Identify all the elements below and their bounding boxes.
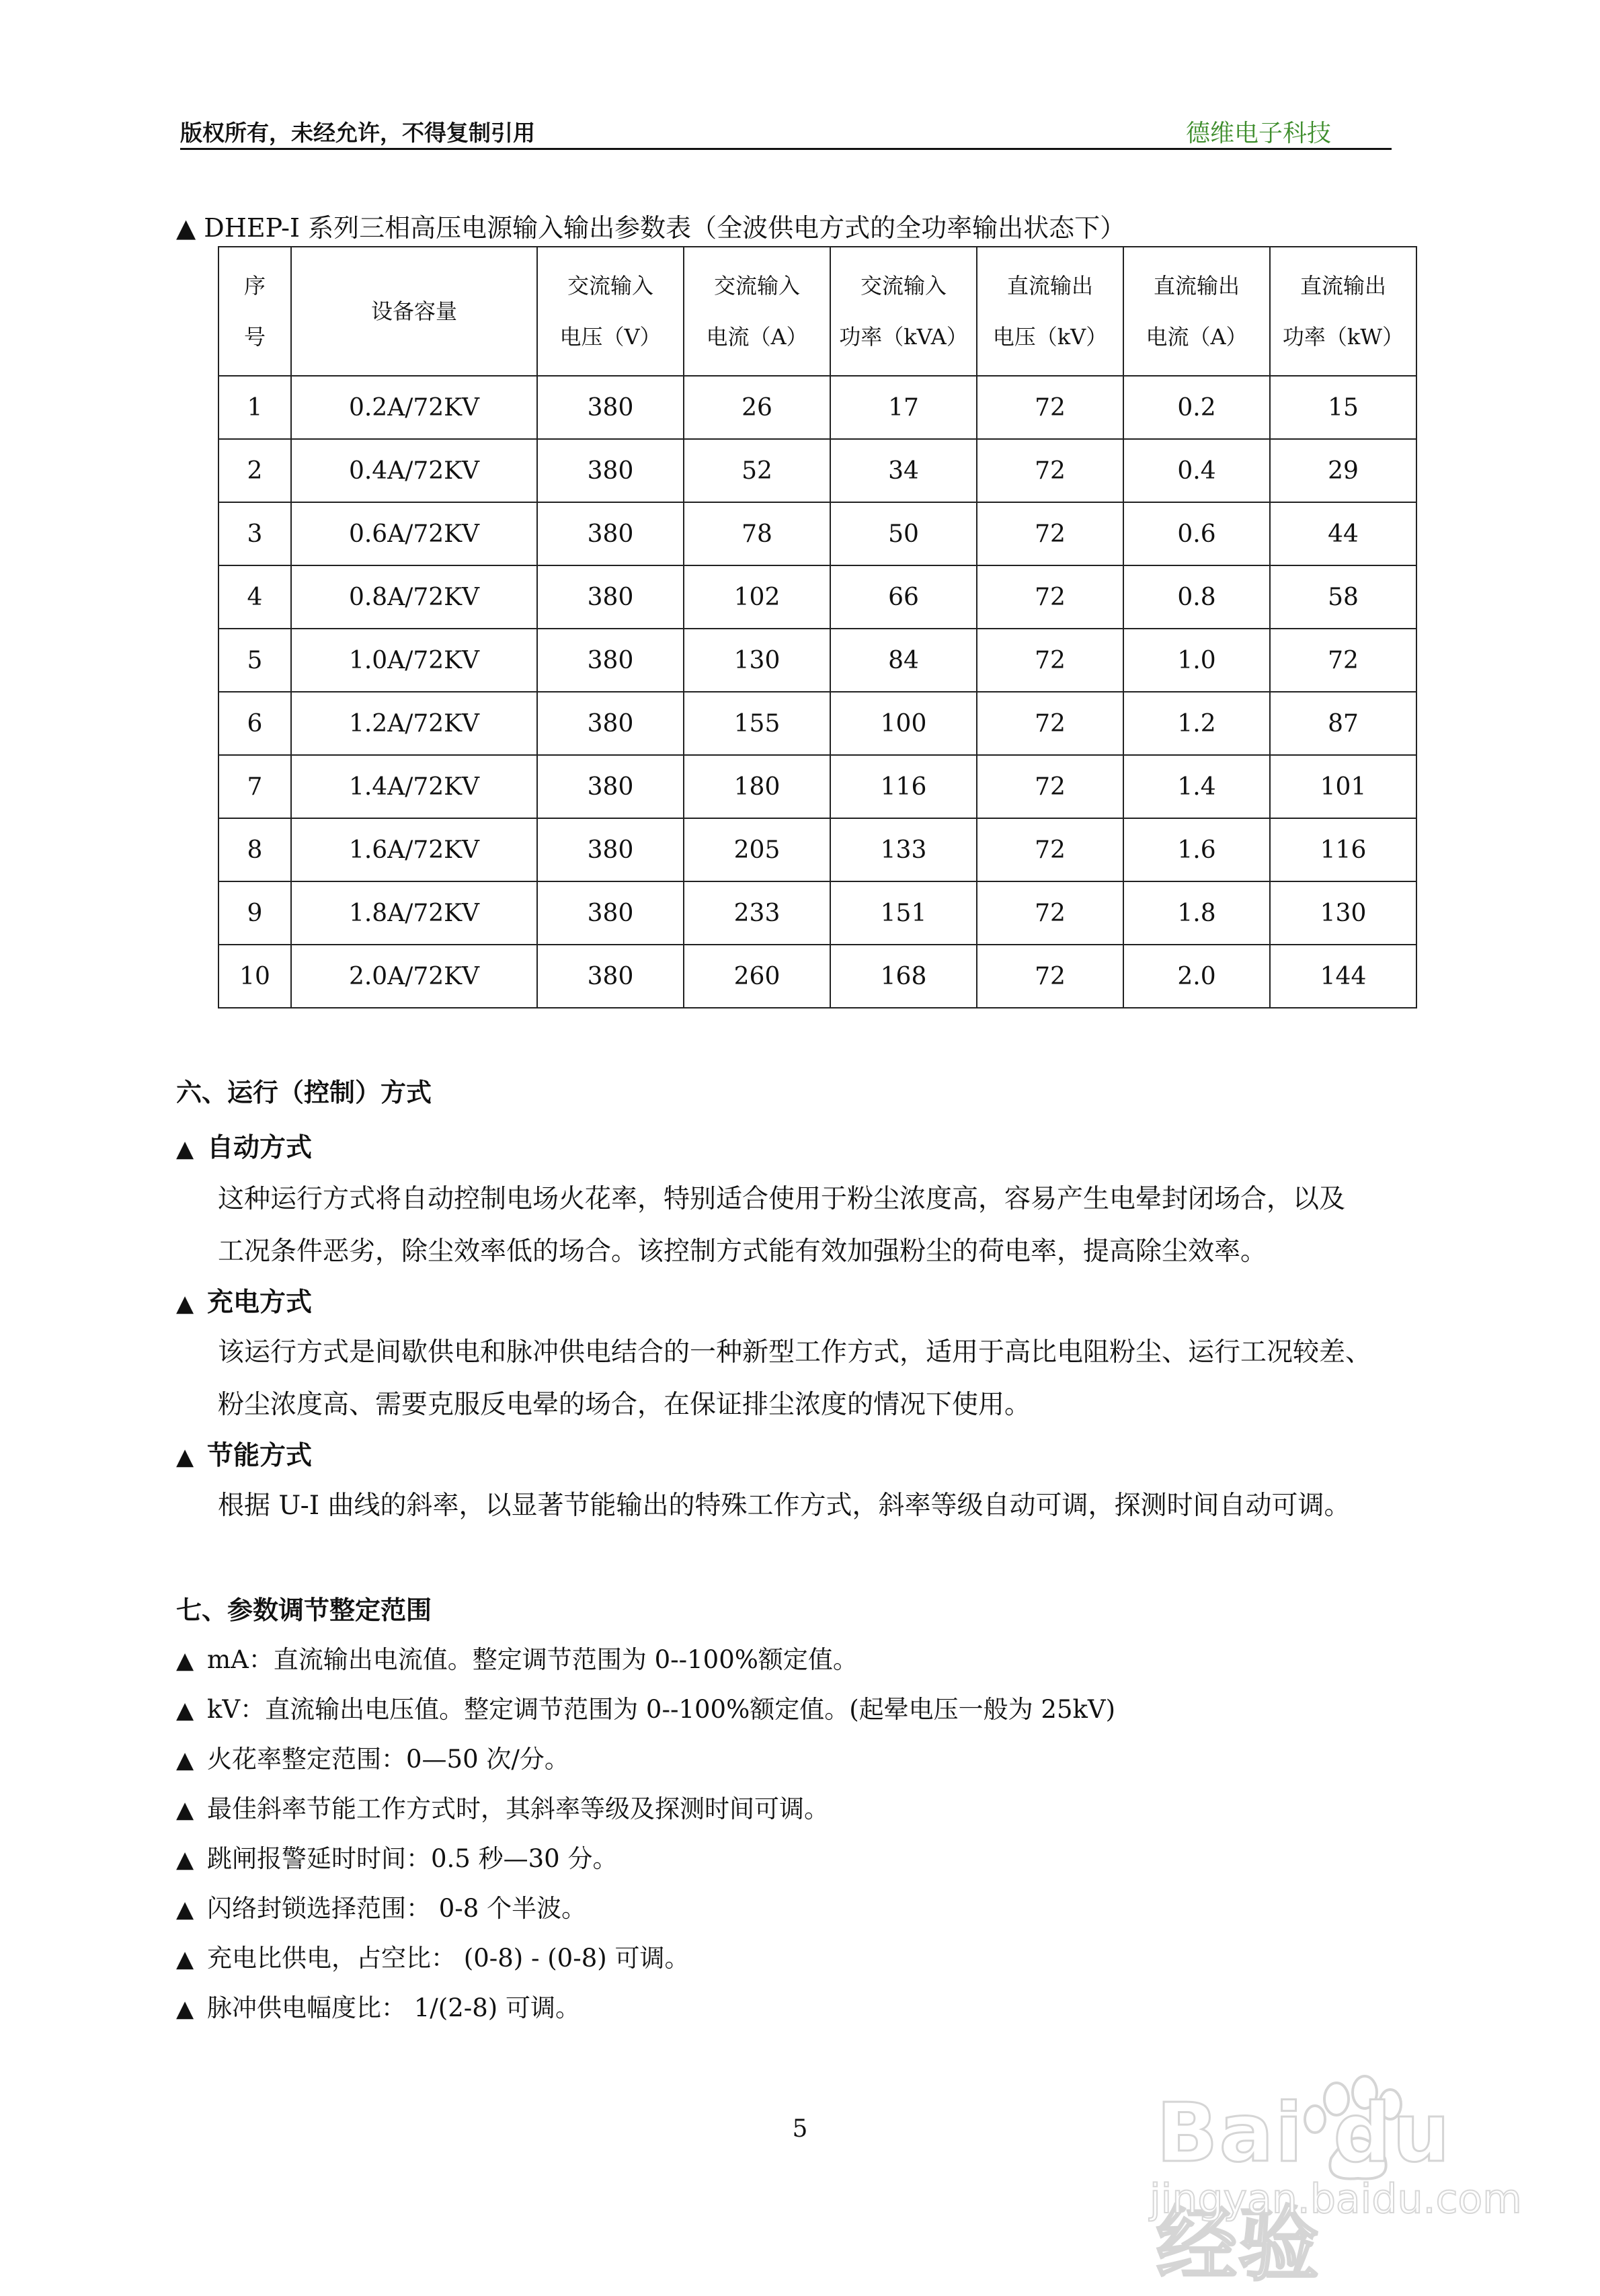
table-cell: 1.4 <box>1123 755 1270 818</box>
table-cell: 87 <box>1270 692 1416 755</box>
table-cell: 5 <box>218 629 291 692</box>
table-header-row <box>218 247 1416 376</box>
table-cell: 380 <box>537 376 684 439</box>
table-cell: 3 <box>218 502 291 565</box>
energy-mode-title: 节能方式 <box>207 1441 313 1471</box>
table-cell: 1.8A/72KV <box>291 881 537 945</box>
auto-mode-title: 自动方式 <box>207 1133 313 1163</box>
table-cell: 133 <box>830 818 977 881</box>
table-header-cell <box>291 247 537 376</box>
table-cell: 72 <box>977 692 1123 755</box>
auto-mode-heading <box>176 1127 312 1164</box>
table-cell: 260 <box>684 945 830 1008</box>
table-cell: 1.6A/72KV <box>291 818 537 881</box>
triangle-bullet-icon: ▲ <box>176 1443 194 1470</box>
triangle-bullet-icon: ▲ <box>176 1846 194 1873</box>
table-cell: 100 <box>830 692 977 755</box>
section7-title: 七、参数调节整定范围 <box>176 1595 432 1625</box>
table-cell: 0.8A/72KV <box>291 565 537 629</box>
table-row <box>218 755 1416 818</box>
table-cell: 155 <box>684 692 830 755</box>
triangle-bullet-icon: ▲ <box>176 1896 194 1923</box>
table-cell: 1.6 <box>1123 818 1270 881</box>
table-cell: 72 <box>977 565 1123 629</box>
energy-mode-heading <box>176 1435 312 1472</box>
table-title: ▲ DHEP-I 系列三相高压电源输入输出参数表（全波供电方式的全功率输出状态下） <box>176 213 1126 243</box>
header-text: 号 <box>243 324 266 350</box>
header-text: 设备容量 <box>370 299 457 324</box>
table-cell: 84 <box>830 629 977 692</box>
table-cell: 44 <box>1270 502 1416 565</box>
parameter-item-text: 闪络封锁选择范围： 0-8 个半波。 <box>207 1894 587 1923</box>
header-text: 功率（kW） <box>1282 324 1404 350</box>
table-row <box>218 692 1416 755</box>
table-cell: 380 <box>537 945 684 1008</box>
table-cell: 116 <box>1270 818 1416 881</box>
parameter-item <box>176 1987 580 2024</box>
table-cell: 205 <box>684 818 830 881</box>
table-cell: 4 <box>218 565 291 629</box>
table-cell: 380 <box>537 692 684 755</box>
charge-mode-heading <box>176 1281 312 1319</box>
header-text: 交流输入 <box>860 273 947 299</box>
parameter-table <box>218 246 1417 1008</box>
table-cell: 2.0A/72KV <box>291 945 537 1008</box>
table-cell: 1.8 <box>1123 881 1270 945</box>
table-header-cell <box>1123 247 1270 376</box>
table-cell: 0.8 <box>1123 565 1270 629</box>
header-text: 直流输出 <box>1153 273 1240 299</box>
table-cell: 380 <box>537 755 684 818</box>
parameter-item-text: mA：直流输出电流值。整定调节范围为 0--100%额定值。 <box>207 1645 858 1674</box>
table-cell: 6 <box>218 692 291 755</box>
table-cell: 66 <box>830 565 977 629</box>
table-row <box>218 629 1416 692</box>
table-row <box>218 818 1416 881</box>
header-text: 电压（V） <box>559 324 662 350</box>
table-cell: 7 <box>218 755 291 818</box>
header-text: 序 <box>243 273 266 299</box>
parameter-item <box>176 1639 858 1675</box>
triangle-bullet-icon: ▲ <box>176 1946 194 1973</box>
table-cell: 0.6 <box>1123 502 1270 565</box>
table-row <box>218 565 1416 629</box>
triangle-bullet-icon: ▲ <box>176 1697 194 1724</box>
table-cell: 1 <box>218 376 291 439</box>
table-cell: 72 <box>977 945 1123 1008</box>
table-cell: 72 <box>1270 629 1416 692</box>
table-cell: 380 <box>537 881 684 945</box>
parameter-item-text: 火花率整定范围：0—50 次/分。 <box>207 1745 569 1774</box>
table-cell: 9 <box>218 881 291 945</box>
auto-mode-line-2: 工况条件恶劣，除尘效率低的场合。该控制方式能有效加强粉尘的荷电率，提高除尘效率。 <box>218 1236 1267 1267</box>
triangle-bullet-icon: ▲ <box>176 1136 194 1162</box>
table-header-cell <box>1270 247 1416 376</box>
table-cell: 8 <box>218 818 291 881</box>
header-text: 直流输出 <box>1006 273 1093 299</box>
table-cell: 380 <box>537 565 684 629</box>
table-cell: 52 <box>684 439 830 502</box>
parameter-item <box>176 1788 829 1825</box>
parameter-item-text: 跳闸报警延时时间：0.5 秒—30 分。 <box>207 1844 618 1873</box>
table-cell: 72 <box>977 881 1123 945</box>
company-name: 德维电子科技 <box>1185 120 1331 147</box>
charge-mode-title: 充电方式 <box>207 1288 313 1318</box>
table-cell: 130 <box>1270 881 1416 945</box>
page-header <box>180 113 1392 150</box>
table-cell: 168 <box>830 945 977 1008</box>
table-row <box>218 502 1416 565</box>
table-cell: 72 <box>977 376 1123 439</box>
table-header-cell <box>684 247 830 376</box>
page-number: 5 <box>792 2115 808 2143</box>
parameter-item <box>176 1888 586 1924</box>
table-cell: 0.2A/72KV <box>291 376 537 439</box>
table-cell: 380 <box>537 502 684 565</box>
charge-mode-line-2: 粉尘浓度高、需要克服反电晕的场合，在保证排尘浓度的情况下使用。 <box>218 1390 1031 1420</box>
header-text: 功率（kVA） <box>839 324 968 350</box>
table-cell: 17 <box>830 376 977 439</box>
table-cell: 180 <box>684 755 830 818</box>
table-cell: 0.6A/72KV <box>291 502 537 565</box>
parameter-item-text: kV：直流输出电压值。整定调节范围为 0--100%额定值。(起晕电压一般为 25kV) <box>207 1695 1116 1724</box>
header-text: 交流输入 <box>713 273 800 299</box>
parameter-item-text: 最佳斜率节能工作方式时，其斜率等级及探测时间可调。 <box>207 1794 829 1823</box>
triangle-bullet-icon: ▲ <box>176 1290 194 1317</box>
header-text: 电流（A） <box>706 324 808 350</box>
table-cell: 1.2A/72KV <box>291 692 537 755</box>
table-cell: 0.4A/72KV <box>291 439 537 502</box>
table-row <box>218 376 1416 439</box>
table-cell: 58 <box>1270 565 1416 629</box>
table-cell: 1.0A/72KV <box>291 629 537 692</box>
section6-title: 六、运行（控制）方式 <box>176 1078 432 1107</box>
table-cell: 34 <box>830 439 977 502</box>
triangle-bullet-icon: ▲ <box>176 1647 194 1674</box>
parameter-item-text: 脉冲供电幅度比： 1/(2-8) 可调。 <box>207 1993 580 2022</box>
triangle-bullet-icon: ▲ <box>176 1995 194 2022</box>
table-cell: 1.2 <box>1123 692 1270 755</box>
table-row <box>218 945 1416 1008</box>
table-cell: 380 <box>537 818 684 881</box>
watermark-url: jingyan.baidu.com <box>1150 2176 1522 2223</box>
table-cell: 102 <box>684 565 830 629</box>
header-text: 电流（A） <box>1146 324 1248 350</box>
parameter-item <box>176 1938 689 1974</box>
table-cell: 26 <box>684 376 830 439</box>
table-cell: 78 <box>684 502 830 565</box>
table-cell: 72 <box>977 502 1123 565</box>
parameter-item-text: 充电比供电，占空比： (0-8) - (0-8) 可调。 <box>207 1944 690 1973</box>
table-cell: 15 <box>1270 376 1416 439</box>
header-text: 直流输出 <box>1299 273 1386 299</box>
table-cell: 233 <box>684 881 830 945</box>
parameter-item <box>176 1689 1115 1725</box>
triangle-bullet-icon: ▲ <box>176 1796 194 1823</box>
copyright-notice: 版权所有，未经允许，不得复制引用 <box>180 120 535 146</box>
table-header-cell <box>830 247 977 376</box>
table-cell: 10 <box>218 945 291 1008</box>
table-cell: 380 <box>537 629 684 692</box>
table-cell: 2.0 <box>1123 945 1270 1008</box>
header-text: 交流输入 <box>567 273 653 299</box>
table-cell: 50 <box>830 502 977 565</box>
watermark-brand: Bai du 经验 <box>1156 2087 1451 2292</box>
table-cell: 29 <box>1270 439 1416 502</box>
table-row <box>218 881 1416 945</box>
table-cell: 0.4 <box>1123 439 1270 502</box>
triangle-bullet-icon: ▲ <box>176 1747 194 1774</box>
header-text: 电压（kV） <box>992 324 1108 350</box>
table-cell: 1.0 <box>1123 629 1270 692</box>
table-cell: 144 <box>1270 945 1416 1008</box>
table-cell: 72 <box>977 629 1123 692</box>
charge-mode-line-1: 该运行方式是间歇供电和脉冲供电结合的一种新型工作方式，适用于高比电阻粉尘、运行工况较差、 <box>218 1337 1372 1368</box>
table-cell: 72 <box>977 439 1123 502</box>
table-cell: 1.4A/72KV <box>291 755 537 818</box>
table-cell: 72 <box>977 818 1123 881</box>
table-cell: 101 <box>1270 755 1416 818</box>
table-cell: 0.2 <box>1123 376 1270 439</box>
table-cell: 116 <box>830 755 977 818</box>
table-cell: 2 <box>218 439 291 502</box>
table-header-cell <box>218 247 291 376</box>
table-cell: 380 <box>537 439 684 502</box>
energy-mode-line-1: 根据 U-I 曲线的斜率，以显著节能输出的特殊工作方式，斜率等级自动可调，探测时间自动可调。 <box>218 1491 1351 1521</box>
table-cell: 130 <box>684 629 830 692</box>
table-cell: 151 <box>830 881 977 945</box>
parameter-item <box>176 1838 617 1874</box>
baidu-jingyan-watermark <box>1109 2057 1522 2292</box>
table-header-cell <box>977 247 1123 376</box>
table-cell: 72 <box>977 755 1123 818</box>
parameter-item <box>176 1739 569 1775</box>
table-header-cell <box>537 247 684 376</box>
table-row <box>218 439 1416 502</box>
auto-mode-line-1: 这种运行方式将自动控制电场火花率，特别适合使用于粉尘浓度高，容易产生电晕封闭场合，以及 <box>218 1184 1346 1214</box>
